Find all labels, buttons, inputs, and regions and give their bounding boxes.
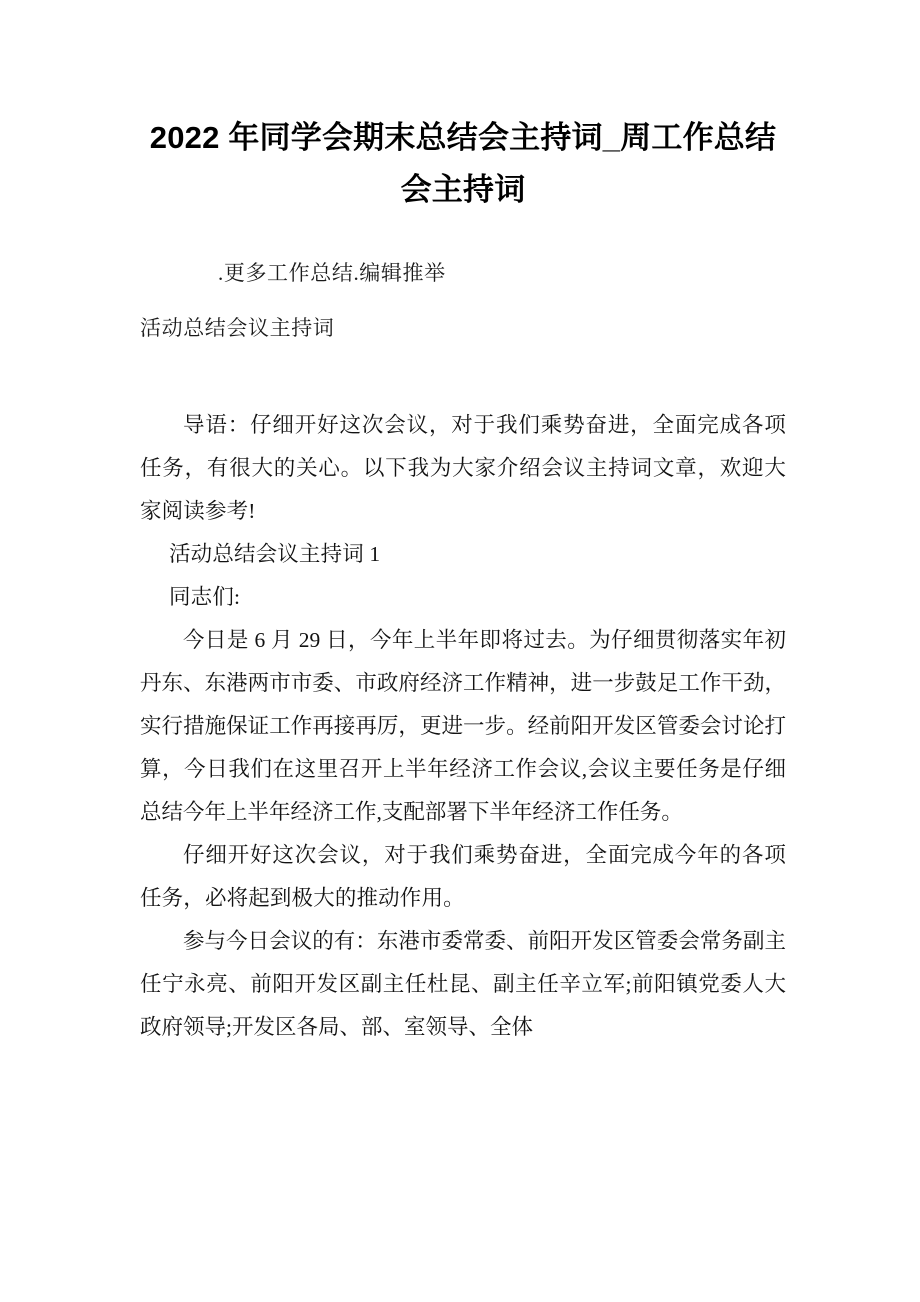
document-content xyxy=(140,0,786,1049)
section-label: 活动总结会议主持词 xyxy=(140,316,335,340)
body-paragraph-1: 今日是 6 月 29 日，今年上半年即将过去。为仔细贯彻落实年初丹东、东港两市市委、市政府经济工作精神，进一步鼓足工作干劲，实行措施保证工作再接再厉，更进一步。经前阳开发区管委会讨论打算，今日我们在这里召开上半年经济工作会议,会议主要任务是仔细总结今年上半年经济工作,支配部署下半年经济工作任务。 xyxy=(140,628,786,824)
subtitle-line: .更多工作总结.编辑推举 xyxy=(218,261,446,285)
subsection-heading: 活动总结会议主持词 1 xyxy=(169,542,381,566)
page-title: 2022 年同学会期末总结会主持词_周工作总结会主持词 xyxy=(149,120,777,207)
salutation: 同志们: xyxy=(169,585,241,609)
body-paragraph-2: 仔细开好这次会议，对于我们乘势奋进，全面完成今年的各项任务，必将起到极大的推动作用。 xyxy=(140,843,786,910)
lead-paragraph: 导语：仔细开好这次会议，对于我们乘势奋进，全面完成各项任务，有很大的关心。以下我为大家介绍会议主持词文章，欢迎大家阅读参考! xyxy=(140,413,786,523)
body-block xyxy=(140,350,786,1049)
body-paragraph-3: 参与今日会议的有：东港市委常委、前阳开发区管委会常务副主任宁永亮、前阳开发区副主任杜昆、副主任辛立军;前阳镇党委人大政府领导;开发区各局、部、室领导、全体 xyxy=(140,929,786,1039)
